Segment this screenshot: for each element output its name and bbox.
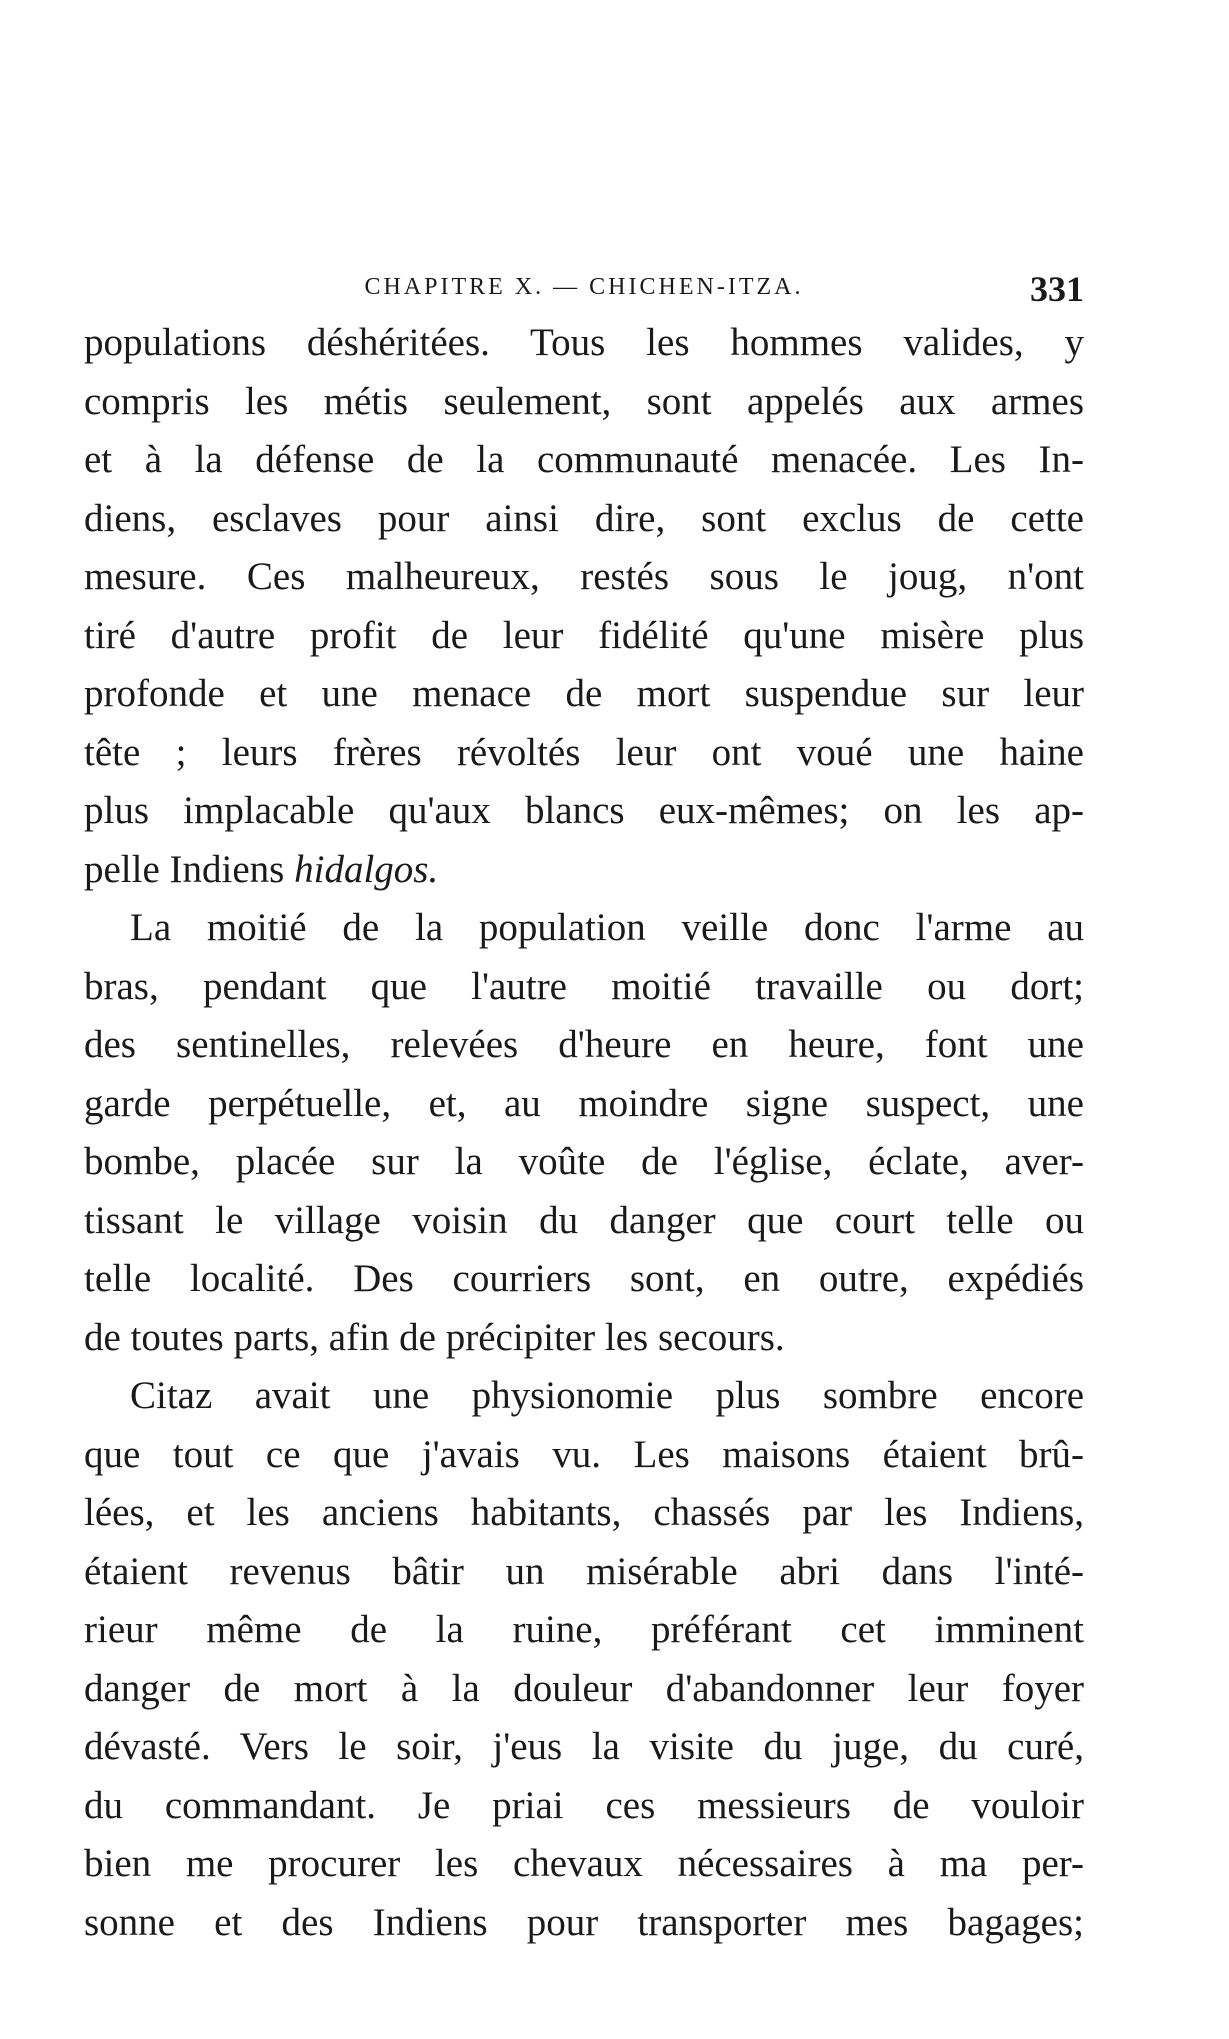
text-line: Citaz avait une physionomie plus sombre encore [130, 1374, 1084, 1417]
text-line: compris les métis seulement, sont appelés aux armes [84, 379, 1084, 423]
text-line: et à la défense de la communauté menacée. Les In- [84, 438, 1084, 481]
text-line: tête ; leurs frères révoltés leur ont voué une haine [84, 730, 1084, 774]
paragraph-1 [84, 314, 1084, 899]
text-line: telle localité. Des courriers sont, en outre, expédiés [84, 1257, 1084, 1300]
paragraph-2 [84, 899, 1084, 1367]
text-line: La moitié de la population veille donc l'arme au [130, 906, 1084, 949]
text-line: étaient revenus bâtir un misérable abri dans l'inté- [84, 1549, 1084, 1593]
text-line: lées, et les anciens habitants, chassés par les Indiens, [84, 1491, 1084, 1534]
text-line [84, 841, 1084, 900]
text-line: de toutes parts, afin de précipiter les secours. [84, 1315, 785, 1359]
body-text [84, 314, 1084, 1952]
text-line: tiré d'autre profit de leur fidélité qu'une misère plus [84, 613, 1084, 657]
text-line: profonde et une menace de mort suspendue sur leur [84, 672, 1084, 715]
text-line: mesure. Ces malheureux, restés sous le joug, n'ont [84, 555, 1084, 598]
text-line: bras, pendant que l'autre moitié travaille ou dort; [84, 964, 1084, 1008]
running-head [84, 268, 1084, 308]
text-line: que tout ce que j'avais vu. Les maisons étaient brû- [84, 1432, 1084, 1476]
text-line: tissant le village voisin du danger que court telle ou [84, 1198, 1084, 1242]
text-fragment: pelle Indiens [84, 847, 295, 891]
text-line: dévasté. Vers le soir, j'eus la visite du juge, du curé, [84, 1725, 1084, 1768]
text-line: populations déshéritées. Tous les hommes valides, y [84, 321, 1084, 364]
page-number: 331 [1030, 269, 1084, 309]
text-line: danger de mort à la douleur d'abandonner leur foyer [84, 1666, 1084, 1710]
italic-word: hidalgos. [294, 847, 439, 891]
text-line: du commandant. Je priai ces messieurs de vouloir [84, 1783, 1084, 1827]
text-line: garde perpétuelle, et, au moindre signe suspect, une [84, 1081, 1084, 1125]
paragraph-3 [84, 1367, 1084, 1952]
text-line: bien me procurer les chevaux nécessaires à ma per- [84, 1842, 1084, 1885]
text-line: des sentinelles, relevées d'heure en heure, font une [84, 1023, 1084, 1066]
text-line: bombe, placée sur la voûte de l'église, éclate, aver- [84, 1140, 1084, 1183]
running-title: CHAPITRE X. — CHICHEN-ITZA. [364, 274, 804, 300]
text-line: diens, esclaves pour ainsi dire, sont exclus de cette [84, 496, 1084, 540]
text-line: sonne et des Indiens pour transporter mes bagages; [84, 1900, 1084, 1944]
text-line: plus implacable qu'aux blancs eux-mêmes; on les ap- [84, 789, 1084, 832]
text-line: rieur même de la ruine, préférant cet imminent [84, 1608, 1084, 1651]
